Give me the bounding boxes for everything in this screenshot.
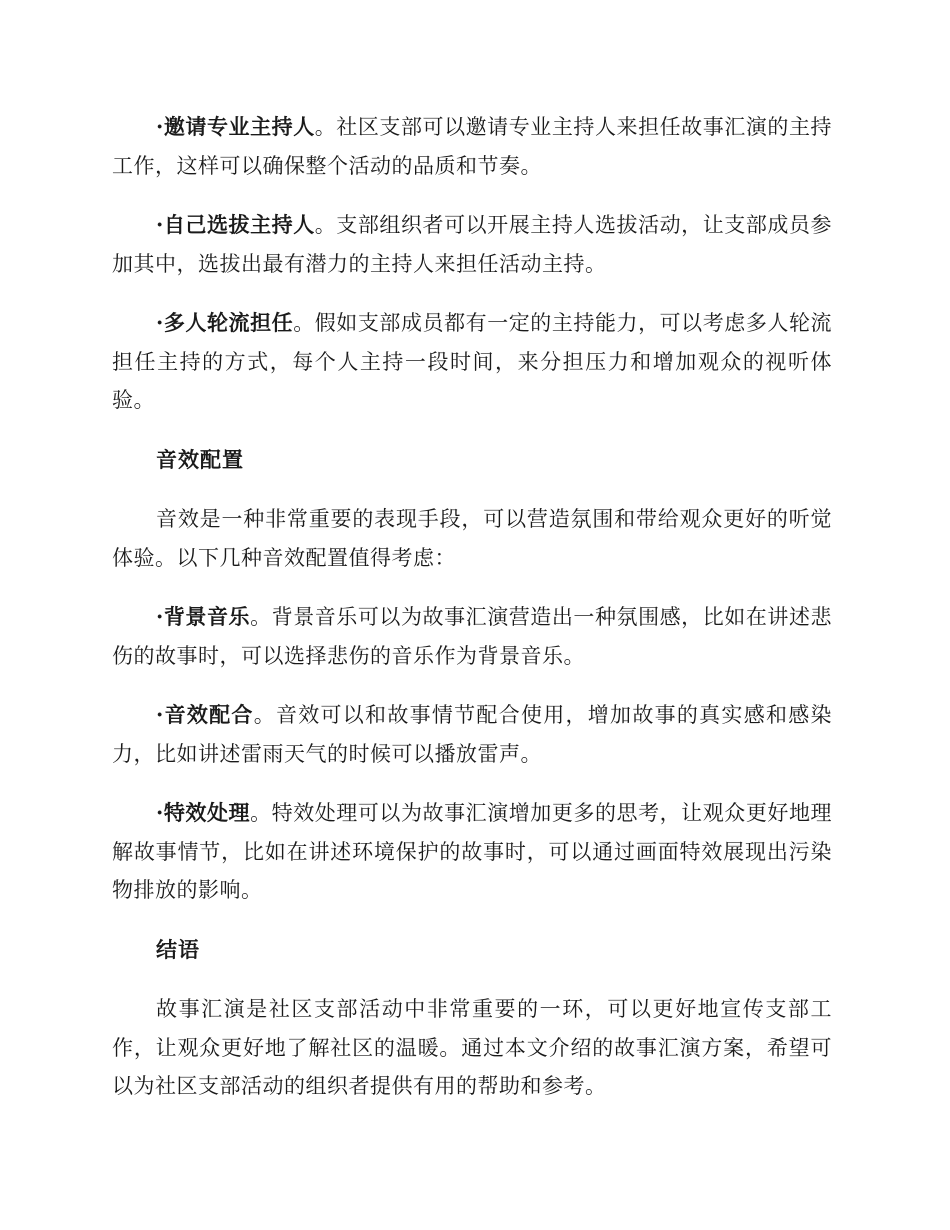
bullet-marker: · <box>156 212 164 237</box>
bullet-marker: · <box>156 702 164 727</box>
bullet-text: 。特效处理可以为故事汇演增加更多的思考，让观众更好地理解故事情节，比如在讲述环境保护的故事时，可以通过画面特效展现出污染物排放的影响。 <box>112 801 833 902</box>
bullet-heading: 背景音乐 <box>163 605 251 629</box>
document-page <box>112 108 832 1127</box>
section-heading-conclusion: 结语 <box>156 937 200 962</box>
bullet-heading: 自己选拔主持人 <box>163 213 315 237</box>
bullet-text: 。支部组织者可以开展主持人选拔活动，让支部成员参加其中，选拔出最有潜力的主持人来担任活动主持。 <box>112 213 832 276</box>
bullet-marker: · <box>156 800 164 825</box>
bullet-text: 。背景音乐可以为故事汇演营造出一种氛围感，比如在讲述悲伤的故事时，可以选择悲伤的音乐作为背景音乐。 <box>112 605 833 668</box>
bullet-text: 。假如支部成员都有一定的主持能力，可以考虑多人轮流担任主持的方式，每个人主持一段时间，来分担压力和增加观众的视听体验。 <box>112 311 833 412</box>
bullet-marker: · <box>156 604 164 629</box>
sound-intro-paragraph: 音效是一种非常重要的表现手段，可以营造氛围和带给观众更好的听觉体验。以下几种音效配置值得考虑： <box>112 507 832 570</box>
bullet-sound-effects <box>112 696 832 773</box>
bullet-select-own-host <box>112 206 832 283</box>
bullet-heading: 音效配合 <box>163 703 254 727</box>
bullet-invite-professional-host <box>112 108 832 185</box>
bullet-heading: 邀请专业主持人 <box>163 115 315 139</box>
bullet-text: 。社区支部可以邀请专业主持人来担任故事汇演的主持工作，这样可以确保整个活动的品质和节奏。 <box>112 115 832 178</box>
bullet-background-music <box>112 598 832 675</box>
conclusion-paragraph: 故事汇演是社区支部活动中非常重要的一环，可以更好地宣传支部工作，让观众更好地了解社区的温暖。通过本文介绍的故事汇演方案，希望可以为社区支部活动的组织者提供有用的帮助和参考。 <box>112 997 832 1098</box>
bullet-rotating-hosts <box>112 304 832 420</box>
bullet-heading: 特效处理 <box>163 801 251 825</box>
section-heading-sound: 音效配置 <box>156 447 244 472</box>
bullet-marker: · <box>156 114 164 139</box>
bullet-heading: 多人轮流担任 <box>163 311 294 335</box>
bullet-text: 。音效可以和故事情节配合使用，增加故事的真实感和感染力，比如讲述雷雨天气的时候可以播放雷声。 <box>112 703 833 766</box>
bullet-marker: · <box>156 310 164 335</box>
bullet-special-effects <box>112 794 832 910</box>
